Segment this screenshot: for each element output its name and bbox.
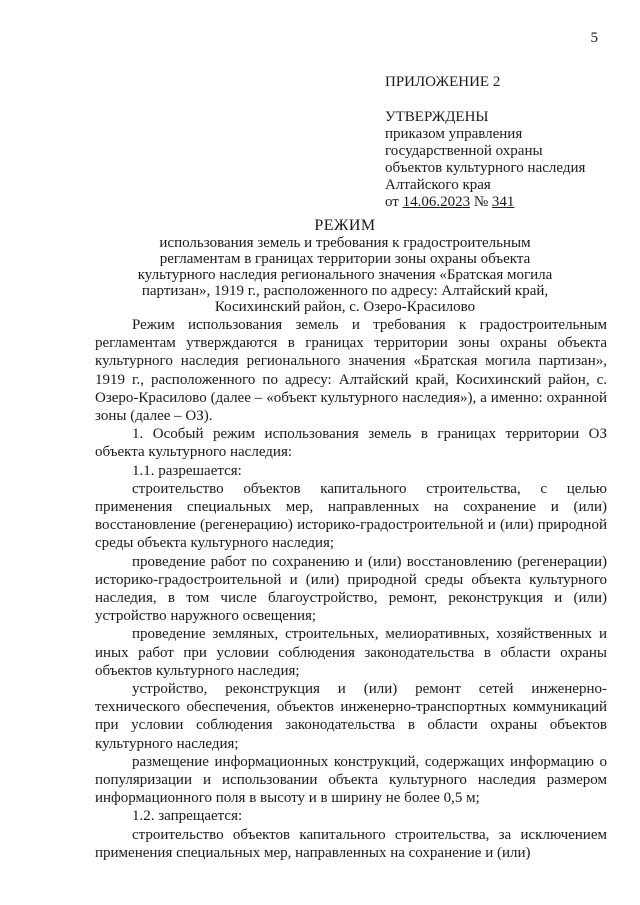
title-line: Косихинский район, с. Озеро-Красилово bbox=[214, 299, 476, 315]
approval-line: Алтайского края bbox=[385, 177, 491, 193]
title-heading: РЕЖИМ bbox=[314, 217, 376, 234]
appendix-block bbox=[385, 74, 625, 211]
date-prefix: от bbox=[385, 194, 403, 210]
approval-line: государственной охраны bbox=[385, 143, 543, 159]
number-sign: № bbox=[470, 194, 492, 210]
paragraph: 1.2. запрещается: bbox=[132, 808, 243, 825]
order-date-line bbox=[385, 194, 625, 211]
approved-label: УТВЕРЖДЕНЫ bbox=[385, 109, 489, 125]
paragraph: устройство, реконструкция и (или) ремонт сетей инженерно-технического обеспечения, объектов инженерно-транспортных коммуникаций при условии соблюдения законодательства в области охраны объектов культурного наследия; bbox=[95, 681, 607, 752]
page-number: 5 bbox=[590, 30, 598, 46]
title-line: регламентам в границах территории зоны охраны объекта bbox=[159, 251, 531, 267]
appendix-label: ПРИЛОЖЕНИЕ 2 bbox=[385, 74, 501, 90]
paragraph: проведение земляных, строительных, мелиоративных, хозяйственных и иных работ при условии соблюдения законодательства в области охраны объектов культурного наследия; bbox=[95, 626, 607, 679]
paragraph: Режим использования земель и требования к градостроительным регламентам утверждаются в границах территории зоны охраны объекта культурного наследия регионального значения «Братская могила партизан», 1919 г., расположенного по адресу: Алтайский край, Косихинский район, с. Озеро-Красилово (далее – «объект культурного наследия»), а именно: охранной зоны (далее – ОЗ). bbox=[95, 317, 607, 425]
title-line: использования земель и требования к градостроительным bbox=[159, 235, 531, 251]
order-date: 14.06.2023 bbox=[402, 194, 471, 210]
spacer bbox=[385, 91, 625, 109]
approval-line: объектов культурного наследия bbox=[385, 160, 586, 176]
document-body bbox=[95, 316, 607, 862]
paragraph: 1.1. разрешается: bbox=[132, 462, 242, 479]
paragraph: размещение информационных конструкций, содержащих информацию о популяризации и использовании объекта культурного наследия размером информационного поля в высоту и в ширину не более 0,5 м; bbox=[95, 753, 607, 807]
paragraph: проведение работ по сохранению и (или) восстановлению (регенерации) историко-градостроительной и (или) природной среды объекта культурного наследия, в том числе благоустройство, ремонт, реконструкция и (или) устройство наружного освещения; bbox=[95, 553, 607, 625]
approval-line: приказом управления bbox=[385, 126, 523, 142]
paragraph: строительство объектов капитального строительства, за исключением применения специальных мер, направленных на сохранение и (или) bbox=[95, 826, 607, 861]
paragraph: строительство объектов капитального строительства, с целью применения специальных мер, направленных на сохранение и (или) восстановление (регенерацию) историко-градостроительной и (или) природной среды объекта культурного наследия; bbox=[95, 480, 607, 552]
order-number: 341 bbox=[491, 194, 515, 210]
paragraph: 1. Особый режим использования земель в границах территории ОЗ объекта культурного наследия: bbox=[95, 426, 607, 461]
title-line: партизан», 1919 г., расположенного по адресу: Алтайский край, bbox=[141, 283, 549, 299]
title-line: культурного наследия регионального значения «Братская могила bbox=[137, 267, 553, 283]
document-title bbox=[130, 218, 560, 315]
